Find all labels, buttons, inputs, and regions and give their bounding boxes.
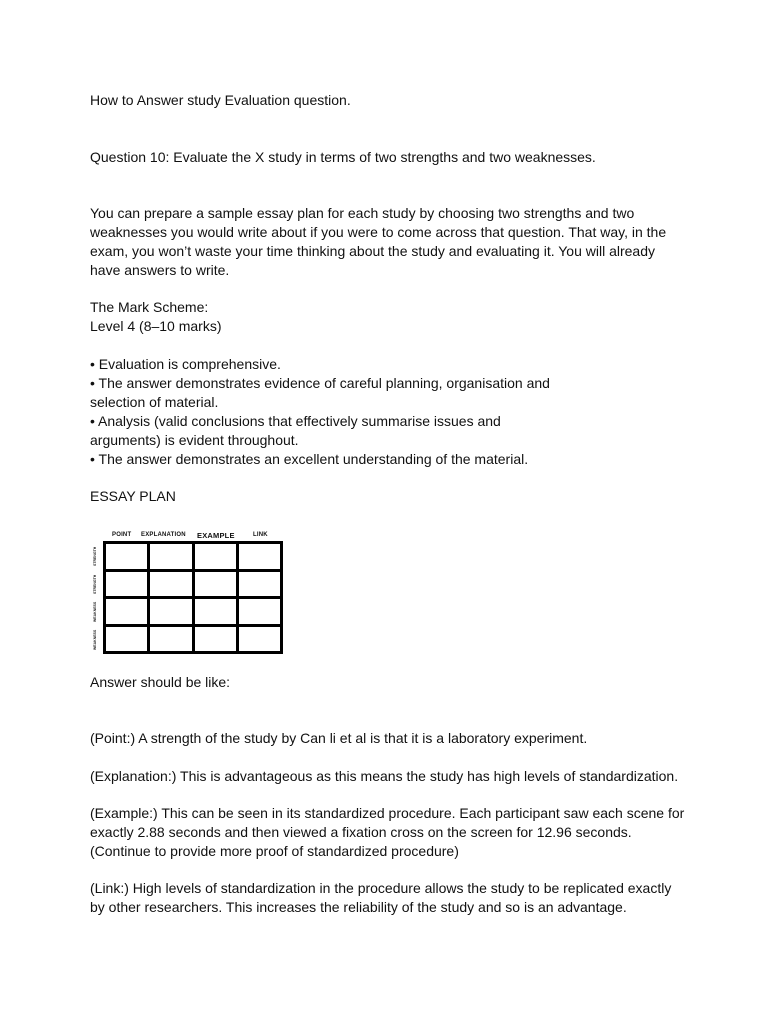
grid-row-label: WEAKNESS: [93, 601, 97, 623]
grid-column-header: LINK: [253, 532, 268, 538]
grid-cell: [195, 599, 236, 624]
intro-line: weaknesses you would write about if you were to come across that question. That way, in the: [90, 224, 667, 240]
grid-table: [103, 541, 283, 654]
grid-column-header: EXAMPLE: [197, 531, 235, 540]
criteria-line: • Analysis (valid conclusions that effectively summarise issues and: [90, 413, 501, 429]
grid-cell: [239, 627, 280, 652]
criteria-line: selection of material.: [90, 394, 219, 410]
grid-cell: [195, 572, 236, 597]
grid-row-label: STRENGTH: [93, 546, 97, 566]
mark-scheme-level: Level 4 (8–10 marks): [90, 318, 222, 334]
grid-cell: [150, 572, 191, 597]
answer-link-line: by other researchers. This increases the reliability of the study and so is an advantage.: [90, 899, 627, 915]
grid-cell: [106, 599, 147, 624]
grid-row-label: WEAKNESS: [93, 629, 97, 651]
answer-example-line: exactly 2.88 seconds and then viewed a fixation cross on the screen for 12.96 seconds.: [90, 824, 632, 840]
essay-plan-heading: ESSAY PLAN: [90, 488, 176, 504]
intro-line: have answers to write.: [90, 262, 230, 278]
criteria-line: • The answer demonstrates evidence of careful planning, organisation and: [90, 375, 550, 391]
grid-cell: [195, 627, 236, 652]
grid-cell: [106, 544, 147, 569]
intro-line: exam, you won’t waste your time thinking about the study and evaluating it. You will already: [90, 243, 655, 259]
mark-scheme-heading: The Mark Scheme:: [90, 299, 209, 315]
criteria-line: • Evaluation is comprehensive.: [90, 356, 281, 372]
grid-cell: [150, 627, 191, 652]
answer-link-line: (Link:) High levels of standardization in the procedure allows the study to be replicated exactly: [90, 880, 672, 896]
grid-cell: [195, 544, 236, 569]
answer-example-line: (Example:) This can be seen in its standardized procedure. Each participant saw each scene for: [90, 805, 685, 821]
grid-cell: [106, 572, 147, 597]
intro-line: You can prepare a sample essay plan for each study by choosing two strengths and two: [90, 205, 635, 221]
grid-cell: [106, 627, 147, 652]
answer-intro: Answer should be like:: [90, 674, 231, 690]
document-title: How to Answer study Evaluation question.: [90, 92, 351, 108]
answer-explanation: (Explanation:) This is advantageous as this means the study has high levels of standardization.: [90, 768, 679, 784]
grid-row-label: STRENGTH: [93, 574, 97, 594]
grid-column-header: EXPLANATION: [141, 532, 186, 538]
criteria-line: • The answer demonstrates an excellent understanding of the material.: [90, 451, 529, 467]
grid-cell: [239, 599, 280, 624]
grid-column-header: POINT: [112, 532, 132, 538]
question-text: Question 10: Evaluate the X study in terms of two strengths and two weaknesses.: [90, 149, 596, 165]
answer-point: (Point:) A strength of the study by Can li et al is that it is a laboratory experiment.: [90, 730, 588, 746]
answer-example-line: (Continue to provide more proof of standardized procedure): [90, 843, 459, 859]
essay-plan-grid: [93, 529, 285, 657]
criteria-line: arguments) is evident throughout.: [90, 432, 299, 448]
grid-cell: [150, 599, 191, 624]
grid-cell: [239, 544, 280, 569]
grid-cell: [150, 544, 191, 569]
grid-cell: [239, 572, 280, 597]
